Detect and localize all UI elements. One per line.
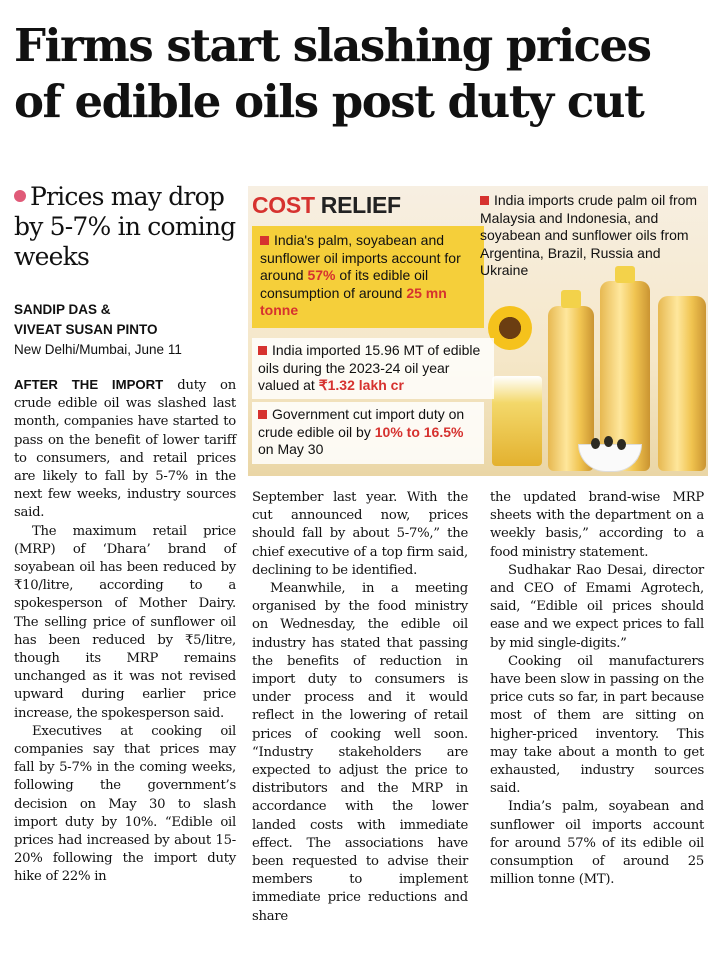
fact-text: India's palm, soyabean and sunflower oil imports account for around: [260, 232, 461, 283]
fact-highlight: ₹1.32 lakh cr: [318, 377, 404, 393]
cost-relief-infographic: [248, 186, 708, 476]
olive-image: [617, 439, 626, 450]
fact-box-duty-cut: [252, 402, 484, 464]
bottle-cap-image: [561, 290, 581, 308]
article-paragraph: [14, 376, 236, 523]
headline-line-1: Firms start slashing prices: [14, 19, 651, 72]
fact-box-import-sources: [480, 192, 705, 280]
dateline: New Delhi/Mumbai, June 11: [14, 342, 182, 357]
article-column-2: [252, 489, 468, 926]
oil-bottle-image: [658, 296, 706, 471]
article-paragraph: Sudhakar Rao Desai, director and CEO of Emami Agrotech, said, “Edible oil prices should ease and we expect prices to fall by mid single-digits.”: [490, 562, 704, 651]
article-paragraph: The maximum retail price (MRP) of ‘Dhara’ brand of soyabean oil has been reduced by ₹10/litre, according to a spokesperson of Mother Dairy. The selling price of sunflower oil has been reduced by ₹5/litre, though its MRP remains unchanged as it was not revised upward during earlier price increase, the spokesperson said.: [14, 523, 236, 721]
infographic-title-cost: COST: [252, 192, 315, 218]
infographic-title-relief: RELIEF: [320, 192, 401, 218]
fact-box-consumption-share: [252, 226, 484, 328]
square-bullet-icon: [258, 410, 267, 419]
article-paragraph-part-2: [490, 489, 704, 562]
headline: [14, 18, 704, 130]
paragraph-text: Meanwhile, in a meeting organised by the food ministry on Wednesday, the edible oil industry has stated that passing the benefits of reduction in import duty to consumers is under process and it would reflect in the lowering of retail prices of cooking well soon. “Industry stakeholders are expected to adjust the price to distributors and the MRP in accordance with the lower landed costs with immediate effect. The associations have been requested to advise their members to implement immediate price reductions and share: [252, 581, 468, 924]
fact-box-import-value: [252, 338, 494, 399]
paragraph-text: duty on crude edible oil was slashed last month, companies have started to pass on the benefit of lower tariff to consumers, and retail prices are likely to fall by 5-7% in the next few weeks, industry sources said.: [14, 378, 236, 521]
fact-text: India imports crude palm oil from Malaysia and Indonesia, and soyabean and sunflower oils from Argentina, Brazil, Russia and Ukraine: [480, 192, 698, 278]
article-column-1: [14, 376, 236, 887]
subheadline-text: Prices may drop by 5-7% in coming weeks: [14, 182, 236, 271]
fact-highlight: 57%: [307, 267, 336, 283]
fact-text: Government cut import duty on crude edible oil by: [258, 406, 465, 440]
article-paragraph: India’s palm, soyabean and sunflower oil imports account for around 57% of its edible oil consumption of around 25 million tonne (MT).: [490, 799, 704, 888]
article-lead-in: AFTER THE IMPORT: [14, 377, 164, 392]
article-paragraph: Cooking oil manufacturers have been slow in passing on the price cuts so far, in part because most of them are sitting on higher-priced inventory. This may take about a month to get exhausted, industry sources said.: [490, 653, 704, 797]
square-bullet-icon: [480, 196, 489, 205]
paragraph-text: Executives at cooking oil companies say that prices may fall by 5-7% in the coming weeks, following the government’s decision on May 30 to slash import duty by 10%. “Edible oil prices had increased by about 15-20% following the import duty hike of 22% in: [14, 723, 236, 885]
article-column-3: [490, 489, 704, 889]
subheadline: [14, 182, 239, 272]
fact-text: of its edible oil consumption of around: [260, 267, 429, 301]
square-bullet-icon: [258, 346, 267, 355]
bullet-dot-icon: [14, 190, 26, 202]
olive-image: [591, 438, 600, 449]
oil-jar-image: [492, 376, 542, 466]
olive-image: [604, 436, 613, 447]
paragraph-text: the updated brand-wise MRP sheets with the department on a weekly basis,” according to a food ministry statement.: [490, 490, 704, 560]
paragraph-text: September last year. With the cut announced now, prices should fall by about 5-7%,” the chief executive of a top firm said, declining to be identified.: [252, 490, 468, 578]
article-paragraph-part-2: [252, 489, 468, 580]
square-bullet-icon: [260, 236, 269, 245]
article-paragraph-part-1: [252, 580, 468, 926]
byline-author-1: SANDIP DAS &: [14, 302, 111, 317]
fact-text: India imported 15.96 MT of edible oils during the 2023-24 oil year valued at: [258, 342, 481, 393]
byline: [14, 300, 239, 360]
headline-line-2: of edible oils post duty cut: [14, 75, 644, 128]
article-paragraph-part-1: [14, 723, 236, 887]
fact-text: on May 30: [258, 441, 324, 457]
sunflower-image: [488, 306, 532, 350]
infographic-title: [252, 192, 401, 219]
fact-highlight: 10% to 16.5%: [374, 423, 464, 440]
byline-author-2: VIVEAT SUSAN PINTO: [14, 322, 158, 337]
fact-highlight: 25 mn tonne: [260, 284, 447, 318]
